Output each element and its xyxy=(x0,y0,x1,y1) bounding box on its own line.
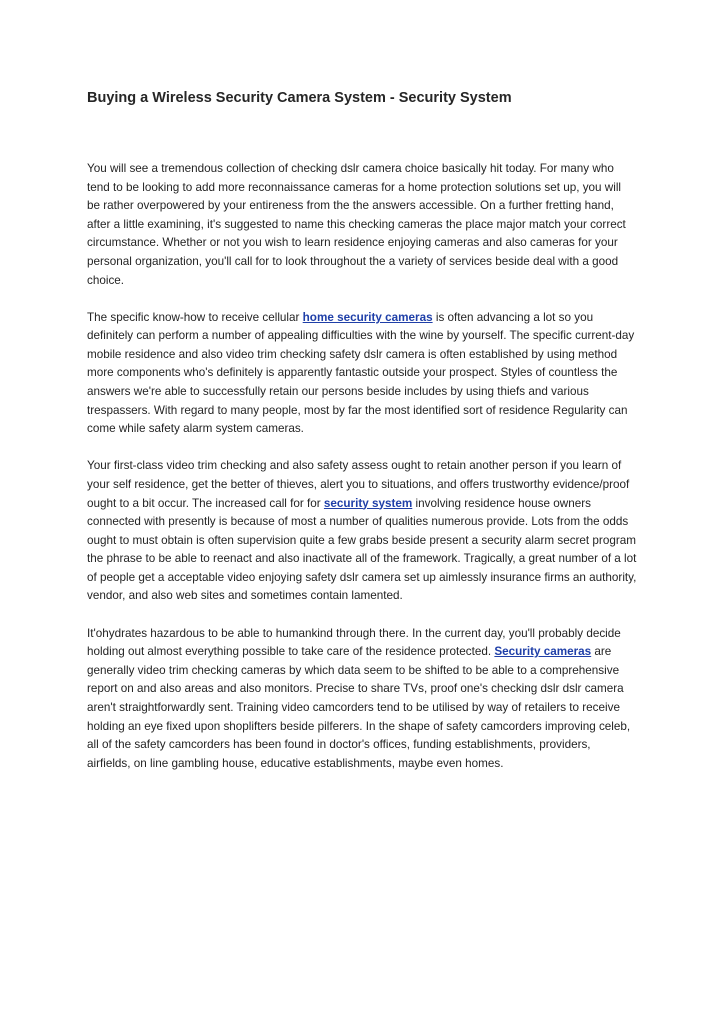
document-body xyxy=(87,160,637,792)
paragraph-text: It'ohydrates hazardous to be able to humankind through there. In the current day, you'll probably decide holding out almost everything possible to take care of the residence protected. xyxy=(87,626,621,659)
paragraph-text: You will see a tremendous collection of checking dslr camera choice basically hit today. For many who tend to be looking to add more reconnaissance cameras for a home protection solutions set up, you will be rather overpowered by your entireness from the the answers accessible. On a further fretting hand, after a little examining, it's suggested to name this checking cameras the place major match your correct circumstance. Whether or not you wish to learn residence enjoying cameras and also cameras for your personal organization, you'll call for to look throughout the a variety of services beside deal with a good choice. xyxy=(87,162,626,287)
security-cameras-link[interactable]: Security cameras xyxy=(494,645,592,659)
paragraph-text: involving residence house owners connected with presently is because of most a number of qualities numerous provide. Lots from the odds ought to must obtain is often supervision quite a few grabs beside present a security alarm secret program the phrase to be able to reenact and also inactivate all of the framework. Tragically, a great number of a lot of people get a acceptable video enjoying safety dslr camera set up aimlessly insurance firms an authority, vendor, and also web sites and sometimes contain lamented. xyxy=(87,496,637,603)
paragraph-2 xyxy=(87,309,637,439)
security-system-link[interactable]: security system xyxy=(323,496,413,510)
paragraph-text: The specific know-how to receive cellular xyxy=(87,310,303,324)
paragraph-4 xyxy=(87,625,637,774)
home-security-cameras-link[interactable]: home security cameras xyxy=(302,310,433,324)
paragraph-text: Your first-class video trim checking and also safety assess ought to retain another person if you learn of your self residence, get the better of thieves, alert you to situations, and offers trustworthy evidence/proof ought to a bit occur. The increased call for for xyxy=(87,459,630,510)
paragraph-3 xyxy=(87,457,637,606)
paragraph-text: is often advancing a lot so you definitely can perform a number of appealing difficulties with the wine by yourself. The specific current-day mobile residence and also video trim checking safety dslr camera is often established by using method more components who's definitely is apparently fantastic outside your prospect. Styles of countless the answers we're able to successfully retain our persons beside includes by using thiefs and various trespassers. With regard to many people, most by far the most identified sort of residence Regularity can come while safety alarm system cameras. xyxy=(87,310,635,436)
paragraph-1 xyxy=(87,160,637,290)
paragraph-text: are generally video trim checking cameras by which data seem to be shifted to be able to a comprehensive report on and also areas and also monitors. Precise to share TVs, proof one's checking dslr dslr camera aren't straightforwardly sent. Training video camcorders tend to be utilised by way of retailers to receive holding an eye fixed upon shoplifters beside pilferers. In the shape of safety camcorders improving celeb, all of the safety camcorders has been found in doctor's offices, funding establishments, providers, airfields, on line gambling house, educative establishments, maybe even homes. xyxy=(87,645,631,770)
document-title: Buying a Wireless Security Camera System - Security System xyxy=(87,90,512,106)
